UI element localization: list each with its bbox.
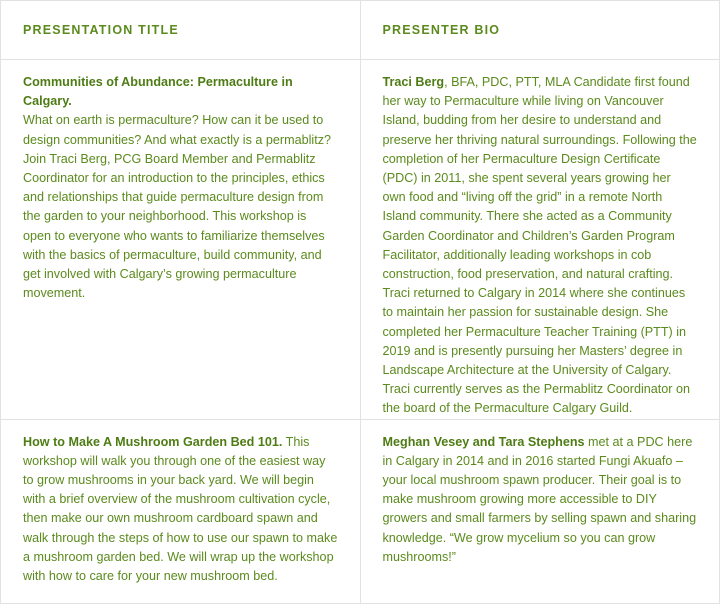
presenter-bio-header: PRESENTER BIO <box>360 1 720 60</box>
presenter-name: Traci Berg <box>382 75 445 89</box>
presenter-bio-text: met at a PDC here in Calgary in 2014 and in 2016 started Fungi Akuafo – your local mushroom spawn producer. Their goal is to make mushroom growing more accessible to DIY growers and small farmers by selling spawn and sharing knowledge. “We grow mycelium so you can grow mushrooms!” <box>382 434 697 564</box>
presentation-cell <box>1 419 361 603</box>
presenter-name: Meghan Vesey and Tara Stephens <box>382 434 585 449</box>
presentation-description: This workshop will walk you through one of the easiest way to grow mushrooms in your back yard. We will begin with a brief overview of the mushroom cultivation cycle, then make our own mushroom cardboard spawn and walk through the steps of how to use our spawn to make a mushroom garden bed. We will wrap up the workshop with how to care for your new mushroom bed. <box>23 434 338 584</box>
presenter-bio-cell <box>360 419 720 603</box>
presentation-cell <box>1 60 361 420</box>
table-row <box>1 419 720 603</box>
table-header-row <box>1 1 720 60</box>
presenter-bio-text: , BFA, PDC, PTT, MLA Candidate first found her way to Permaculture while living on Vancouver Island, budding from her desire to understand and preserve her thriving natural surroundings. Following the completion of her Permaculture Design Certificate (PDC) in 2011, she spent several years growing her own food and “living off the grid” in a remote North Island community. There she acted as a Community Garden Coordinator and Children’s Garden Program Facilitator, additionally leading workshops in cob construction, food preservation, and natural crafting. Traci returned to Calgary in 2014 where she continues to maintain her passion for sustainable design. She completed her Permaculture Teacher Training (PTT) in 2019 and is presently pursuing her Masters’ degree in Landscape Architecture at the University of Calgary. Traci currently serves as the Permablitz Coordinator on the board of the Permaculture Calgary Guild. <box>382 75 697 416</box>
presentation-title-header: PRESENTATION TITLE <box>1 1 361 60</box>
presenter-bio-cell <box>360 60 720 420</box>
table-row <box>1 60 720 420</box>
presentation-title: Communities of Abundance: Permaculture in Calgary. <box>23 75 293 109</box>
presentation-description: What on earth is permaculture? How can it be used to design communities? And what exactly is a permablitz? Join Traci Berg, PCG Board Member and Permablitz Coordinator for an introduction to the principles, ethics and relationships that guide permaculture design from the garden to your neighborhood. This workshop is open to everyone who wants to familiarize themselves with the basics of permaculture, build community, and get involved with Calgary’s growing permaculture movement. <box>23 113 331 301</box>
presentation-title: How to Make A Mushroom Garden Bed 101. <box>23 434 283 449</box>
